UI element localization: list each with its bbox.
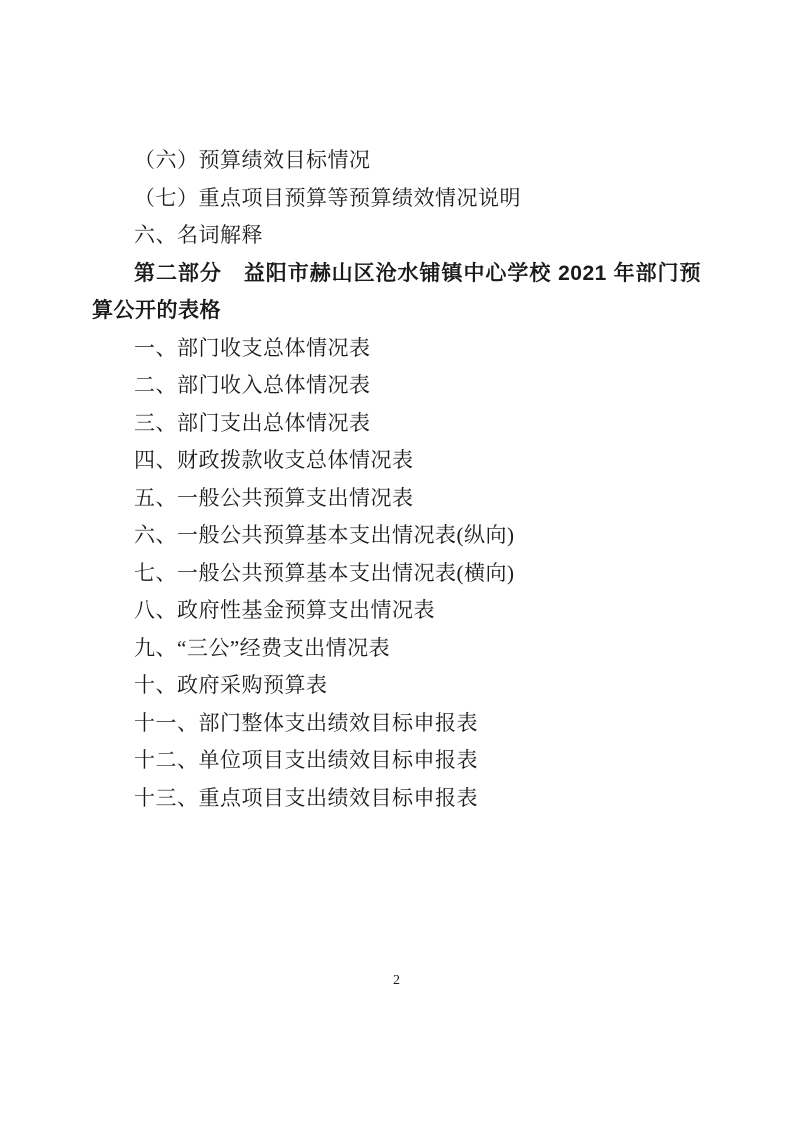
table-list-item-13: 十三、重点项目支出绩效目标申报表 (134, 785, 478, 810)
table-list-item-7: 七、一般公共预算基本支出情况表(横向) (134, 560, 515, 585)
table-list-item-5: 五、一般公共预算支出情况表 (134, 485, 414, 510)
table-list-item-2: 二、部门收入总体情况表 (134, 373, 371, 397)
table-list-item-10: 十、政府采购预算表 (134, 673, 328, 697)
toc-item-glossary: 六、名词解释 (134, 223, 263, 247)
toc-subitem-6: （六）预算绩效目标情况 (134, 148, 371, 172)
table-list-item-4: 四、财政拨款收支总体情况表 (134, 448, 414, 472)
section-heading-part2: 第二部分 益阳市赫山区沧水铺镇中心学校 2021 年部门预算公开的表格 (92, 261, 701, 322)
table-list-item-3: 三、部门支出总体情况表 (134, 410, 371, 435)
table-list-item-12: 十二、单位项目支出绩效目标申报表 (134, 748, 478, 772)
table-list-item-11: 十一、部门整体支出绩效目标申报表 (134, 710, 478, 735)
document-body (92, 142, 701, 817)
page-number: 2 (393, 973, 400, 988)
table-list-item-9: 九、“三公”经费支出情况表 (134, 635, 391, 660)
table-list-item-8: 八、政府性基金预算支出情况表 (134, 598, 435, 622)
table-list-item-1: 一、部门收支总体情况表 (134, 335, 371, 360)
table-list-item-6: 六、一般公共预算基本支出情况表(纵向) (134, 523, 515, 547)
toc-subitem-7: （七）重点项目预算等预算绩效情况说明 (134, 185, 521, 210)
